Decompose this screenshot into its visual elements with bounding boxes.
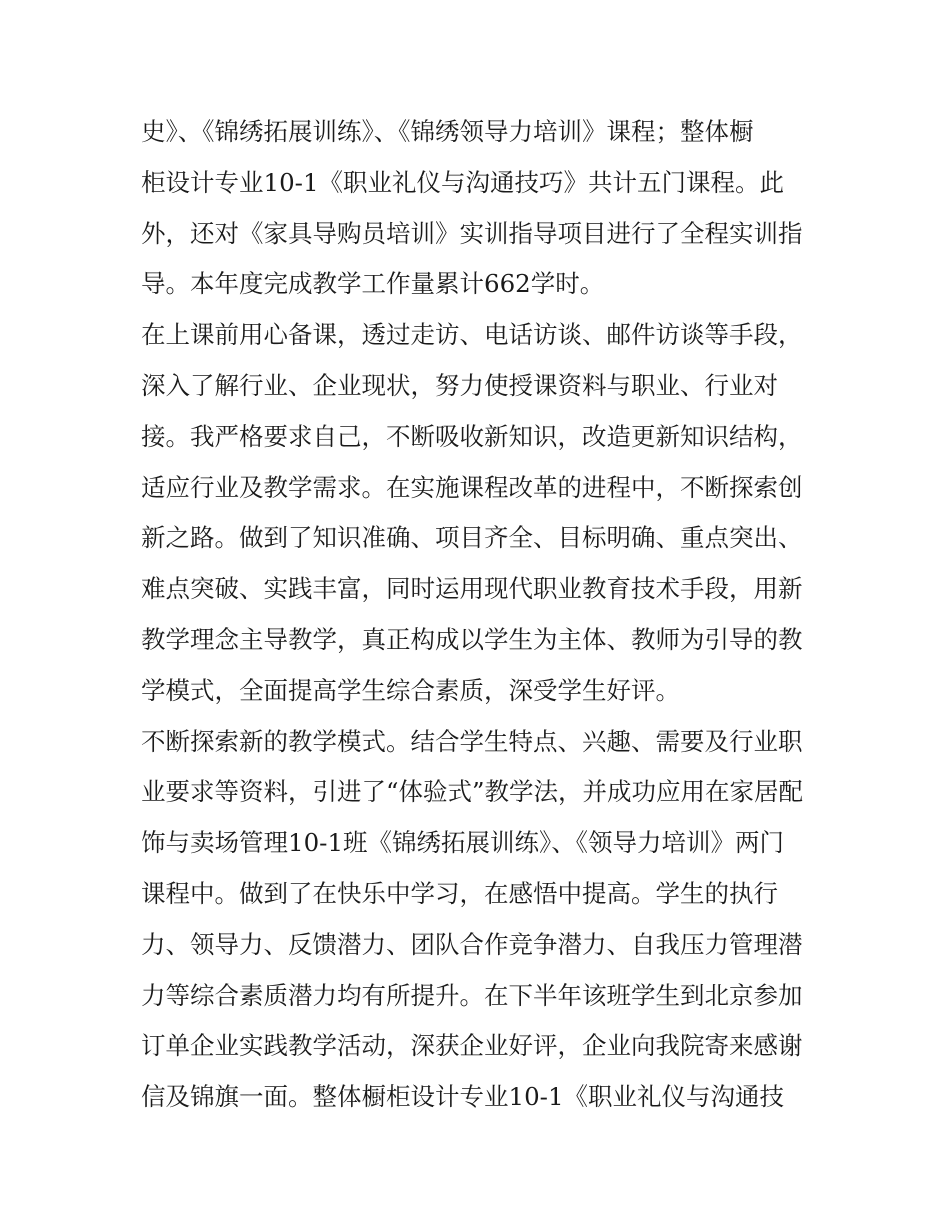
text-line: 在上课前用心备课，透过走访、电话访谈、邮件访谈等手段， bbox=[141, 320, 803, 350]
text-line: 深入了解行业、企业现状，努力使授课资料与职业、行业对 bbox=[141, 370, 778, 400]
text-line: 饰与卖场管理10-1班《锦绣拓展训练》、《领导力培训》两门 bbox=[141, 828, 785, 858]
text-line: 不断探索新的教学模式。结合学生特点、兴趣、需要及行业职 bbox=[141, 726, 803, 756]
text-line: 信及锦旗一面。整体橱柜设计专业10-1《职业礼仪与沟通技 bbox=[141, 1082, 785, 1112]
text-line: 力、领导力、反馈潜力、团队合作竞争潜力、自我压力管理潜 bbox=[141, 929, 803, 959]
text-line: 适应行业及教学需求。在实施课程改革的进程中，不断探索创 bbox=[141, 472, 803, 502]
body-text bbox=[141, 107, 813, 1123]
text-line: 学模式，全面提高学生综合素质，深受学生好评。 bbox=[141, 675, 680, 705]
text-line: 教学理念主导教学，真正构成以学生为主体、教师为引导的教 bbox=[141, 624, 803, 654]
text-line: 史》、《锦绣拓展训练》、《锦绣领导力培训》课程；整体橱 bbox=[141, 117, 754, 146]
text-line: 导。本年度完成教学工作量累计662学时。 bbox=[141, 269, 605, 299]
text-line: 课程中。做到了在快乐中学习，在感悟中提高。学生的执行 bbox=[141, 878, 778, 908]
text-line: 业要求等资料，引进了“体验式”教学法，并成功应用在家居配 bbox=[141, 777, 804, 807]
text-line: 柜设计专业10-1《职业礼仪与沟通技巧》共计五门课程。此 bbox=[141, 167, 785, 197]
text-line: 力等综合素质潜力均有所提升。在下半年该班学生到北京参加 bbox=[141, 980, 803, 1010]
text-line: 外，还对《家具导购员培训》实训指导项目进行了全程实训指 bbox=[141, 218, 803, 248]
text-line: 订单企业实践教学活动，深获企业好评，企业向我院寄来感谢 bbox=[141, 1031, 803, 1061]
text-line: 难点突破、实践丰富，同时运用现代职业教育技术手段，用新 bbox=[141, 574, 803, 604]
text-line: 新之路。做到了知识准确、项目齐全、目标明确、重点突出、 bbox=[141, 523, 803, 553]
text-line: 接。我严格要求自己，不断吸收新知识，改造更新知识结构， bbox=[141, 421, 803, 451]
